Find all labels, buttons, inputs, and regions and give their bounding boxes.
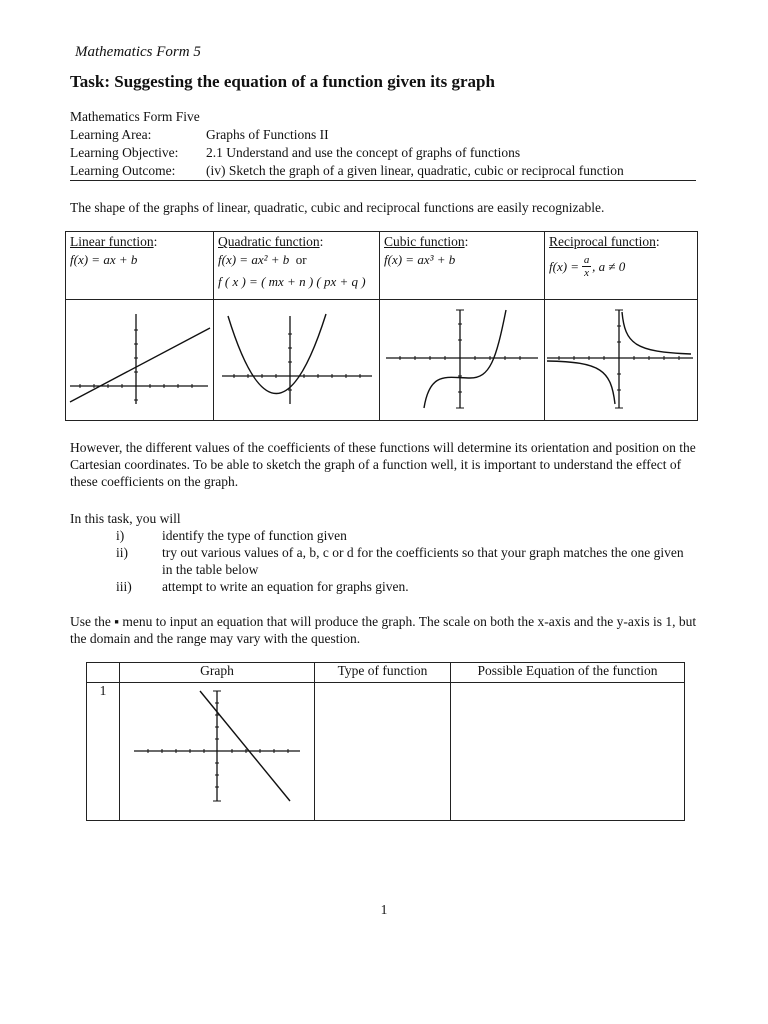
meta-row-outcome: [70, 162, 696, 180]
divider: [70, 180, 696, 181]
meta-key: Learning Objective:: [70, 145, 179, 160]
meta-row-area: [70, 126, 696, 144]
cell-cubic: [380, 232, 545, 300]
page-number: 1: [380, 902, 388, 917]
steps-list: [70, 527, 700, 595]
colon: :: [655, 234, 660, 249]
list-item: [70, 527, 700, 544]
meta-key: Learning Outcome:: [70, 163, 176, 178]
fraction-numerator: a: [583, 254, 590, 266]
quadratic-graph: [214, 300, 379, 420]
header-number: [87, 663, 120, 683]
linear-equation: f(x) = ax + b: [70, 252, 138, 267]
table-row: [87, 683, 685, 821]
colon: :: [319, 234, 324, 249]
linear-graph: [66, 300, 213, 420]
colon: :: [153, 234, 158, 249]
cell-quadratic: [214, 232, 380, 300]
step-text: identify the type of function given: [162, 528, 347, 543]
step-text: attempt to write an equation for graphs given.: [162, 579, 409, 594]
cubic-equation: f(x) = ax³ + b: [384, 252, 456, 267]
cubic-graph-cell: [380, 300, 545, 421]
header-equation: Possible Equation of the function: [451, 663, 685, 683]
cubic-graph: [380, 300, 544, 420]
type-cell[interactable]: [315, 683, 451, 821]
instruction-paragraph: Use the ▪ menu to input an equation that will produce the graph. The scale on both the x-axis and the y-axis is 1, but the domain and the range may vary with the question.: [70, 614, 697, 646]
header-form-label: Mathematics Form 5: [75, 44, 201, 60]
list-item: [70, 578, 700, 595]
header-graph: Graph: [120, 663, 315, 683]
meta-value: 2.1 Understand and use the concept of graphs of functions: [206, 145, 521, 160]
or-text: or: [295, 252, 307, 267]
cell-linear: [66, 232, 214, 300]
colon: :: [464, 234, 469, 249]
quadratic-graph-cell: [214, 300, 380, 421]
task-title: Task: Suggesting the equation of a function given its graph: [70, 72, 495, 91]
meta-heading: Mathematics Form Five: [70, 109, 200, 124]
reciprocal-graph: [545, 300, 697, 420]
header-type: Type of function: [315, 663, 451, 683]
step-number: i): [116, 528, 125, 543]
meta-row-objective: [70, 144, 696, 162]
meta-key: Learning Area:: [70, 127, 152, 142]
reciprocal-equation: [549, 254, 697, 279]
fraction-denominator: x: [584, 267, 589, 279]
row1-linear-graph: [120, 683, 314, 819]
list-item: [70, 544, 700, 578]
meta-block: [70, 108, 696, 180]
function-types-table: [65, 231, 698, 421]
reciprocal-lhs: f(x) =: [549, 258, 580, 274]
linear-graph-cell: [66, 300, 214, 421]
fraction: [582, 254, 591, 279]
row-number: 1: [87, 683, 120, 821]
equation-cell[interactable]: [451, 683, 685, 821]
paragraph-coefficients: However, the different values of the coefficients of these functions will determine its orientation and position on the Cartesian coordinates. To be able to sketch the graph of a function well, it is important to understand the effect of these coefficients on the graph.: [70, 440, 696, 489]
graph-cell: [120, 683, 315, 821]
cell-reciprocal: [545, 232, 698, 300]
task-intro: In this task, you will: [70, 511, 181, 526]
reciprocal-graph-cell: [545, 300, 698, 421]
reciprocal-label: Reciprocal function: [549, 234, 656, 249]
meta-value: Graphs of Functions II: [206, 127, 329, 142]
linear-label: Linear function: [70, 234, 154, 249]
step-number: ii): [116, 545, 128, 560]
intro-paragraph: The shape of the graphs of linear, quadratic, cubic and reciprocal functions are easily recognizable.: [70, 200, 605, 215]
answer-table: [86, 662, 685, 821]
quadratic-factored-equation: f ( x ) = ( mx + n ) ( px + q ): [218, 274, 366, 289]
cubic-label: Cubic function: [384, 234, 465, 249]
step-text: try out various values of a, b, c or d for the coefficients so that your graph matches the one given in the table below: [162, 545, 684, 577]
meta-value: (iv) Sketch the graph of a given linear, quadratic, cubic or reciprocal function: [206, 163, 624, 178]
quadratic-equation: f(x) = ax² + b: [218, 252, 290, 267]
step-number: iii): [116, 579, 132, 594]
reciprocal-condition: , a ≠ 0: [592, 258, 626, 274]
quadratic-label: Quadratic function: [218, 234, 320, 249]
